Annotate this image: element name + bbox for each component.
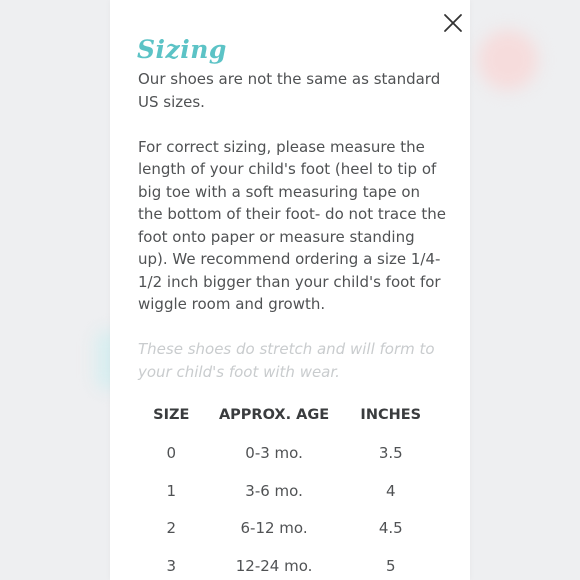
modal-body (138, 68, 448, 406)
close-icon (442, 12, 464, 34)
cell-size: 1 (166, 481, 177, 500)
cell-age: 0-3 mo. (245, 443, 303, 462)
intro-text: Our shoes are not the same as standard US sizes. (138, 70, 441, 111)
table-row (138, 509, 438, 547)
cell-inches: 3.5 (378, 443, 403, 462)
header-approx-age: APPROX. AGE (218, 407, 330, 423)
table-header-row (138, 396, 438, 434)
background-blur-shape (478, 30, 538, 90)
cell-size: 2 (166, 519, 177, 538)
cell-inches: 4.5 (378, 519, 403, 538)
size-chart-table (138, 396, 438, 580)
stretch-note: These shoes do stretch and will form to your child's foot with wear. (138, 340, 435, 381)
close-button[interactable] (442, 12, 464, 34)
table-row (138, 472, 438, 510)
cell-age: 3-6 mo. (245, 481, 303, 500)
table-row (138, 434, 438, 472)
sizing-modal (110, 0, 470, 580)
cell-age: 12-24 mo. (235, 556, 313, 575)
cell-age: 6-12 mo. (240, 519, 308, 538)
modal-title: Sizing (137, 35, 227, 64)
header-inches: INCHES (360, 407, 422, 423)
table-row (138, 547, 438, 580)
cell-inches: 4 (385, 481, 396, 500)
cell-size: 3 (166, 556, 177, 575)
cell-size: 0 (166, 443, 177, 462)
header-size: SIZE (153, 407, 190, 423)
cell-inches: 5 (385, 556, 396, 575)
instructions-text: For correct sizing, please measure the length of your child's foot (heel to tip of big toe with a soft measuring tape on the bottom of their foot- do not trace the foot onto paper or measure standing up). We recommend ordering a size 1/4-1/2 inch bigger than your child's foot for wiggle room and growth. (138, 137, 446, 313)
